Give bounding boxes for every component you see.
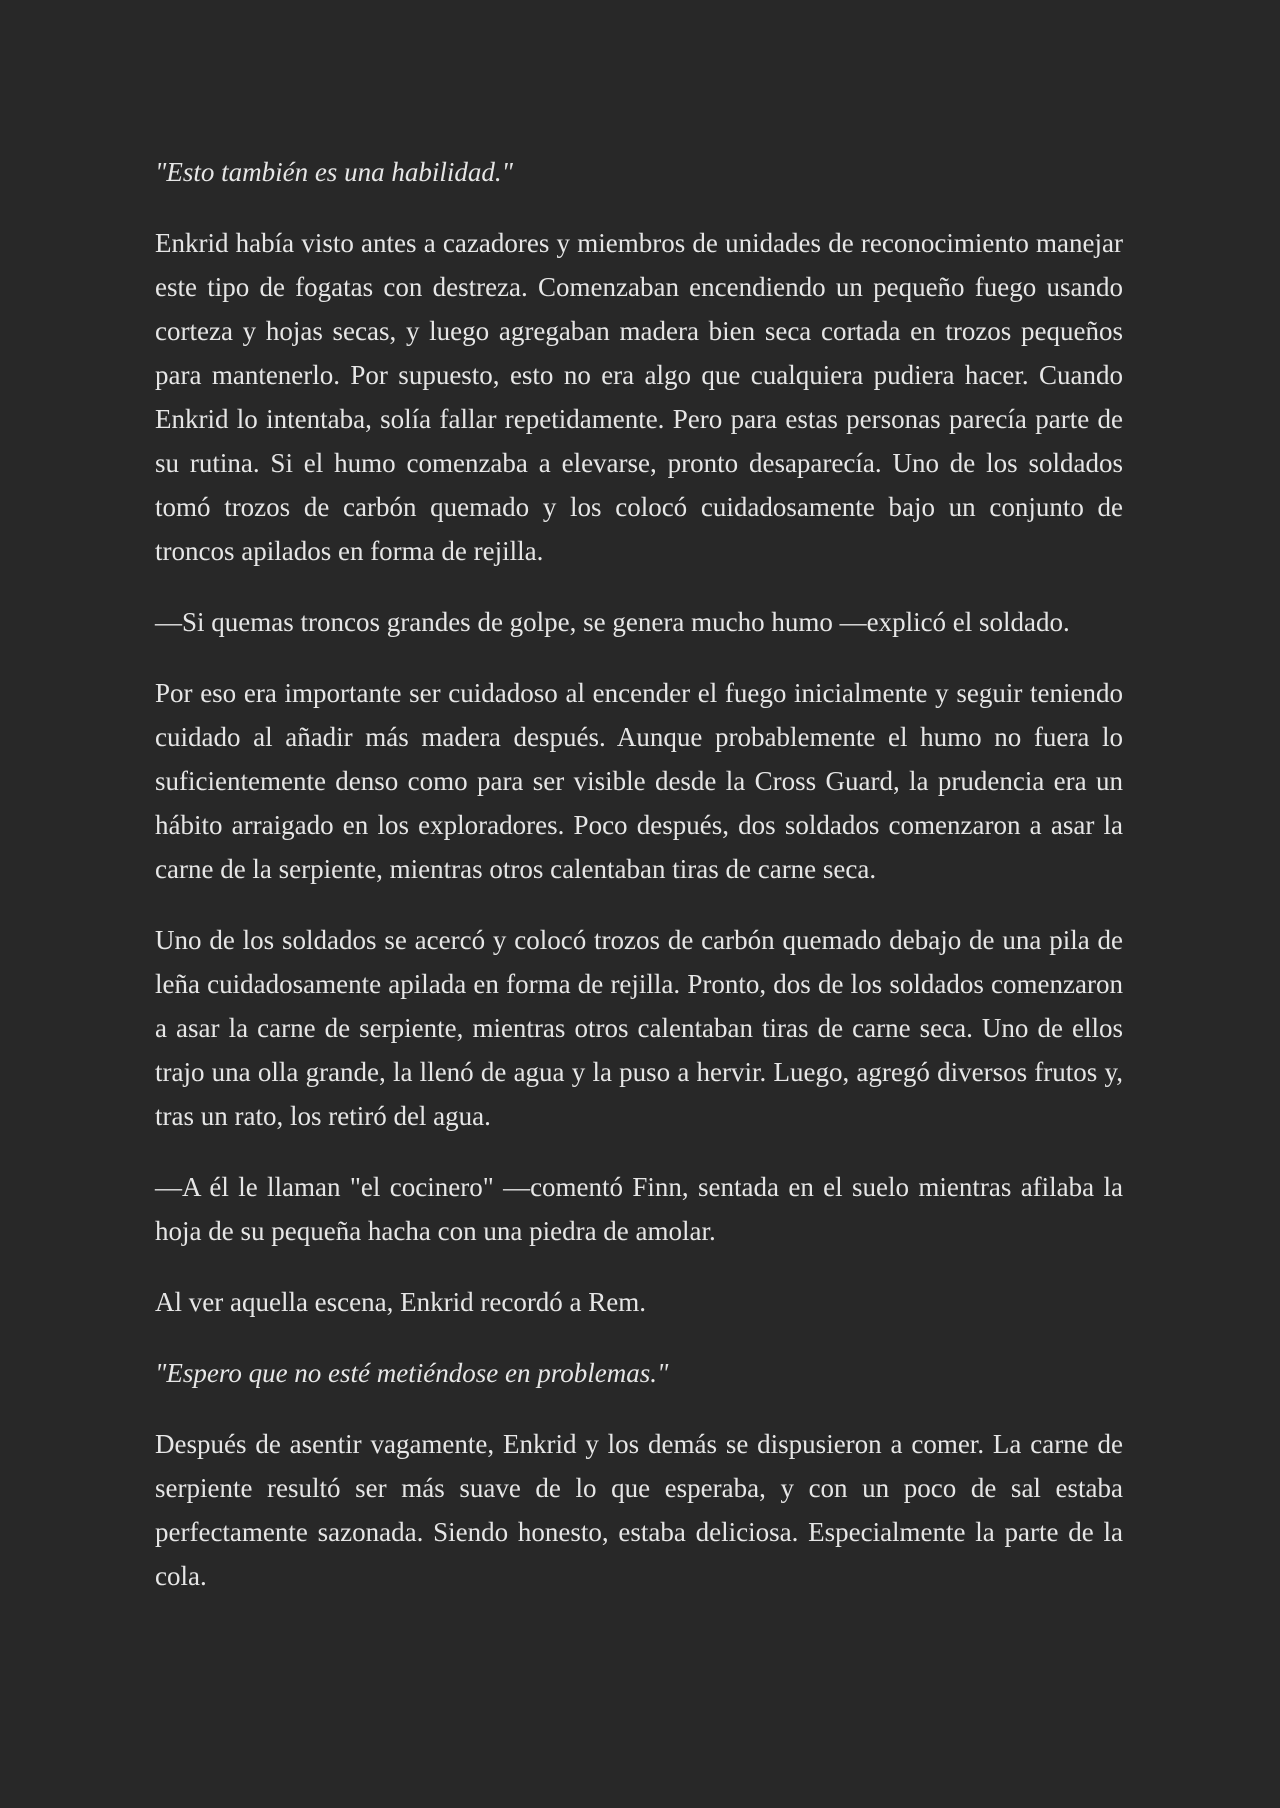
paragraph: Enkrid había visto antes a cazadores y miembros de unidades de reconocimiento manejar este tipo de fogatas con destreza. Comenzaban encendiendo un pequeño fuego usando corteza y hojas secas, y luego agregaban madera bien seca cortada en trozos pequeños para mantenerlo. Por supuesto, esto no era algo que cualquiera pudiera hacer. Cuando Enkrid lo intentaba, solía fallar repetidamente. Pero para estas personas parecía parte de su rutina. Si el humo comenzaba a elevarse, pronto desaparecía. Uno de los soldados tomó trozos de carbón quemado y los colocó cuidadosamente bajo un conjunto de troncos apilados en forma de rejilla. xyxy=(155,228,1123,566)
paragraph-dialogue: —A él le llaman "el cocinero" —comentó Finn, sentada en el suelo mientras afilaba la hoja de su pequeña hacha con una piedra de amolar. xyxy=(155,1172,1123,1246)
paragraph-thought: "Espero que no esté metiéndose en problemas." xyxy=(155,1358,669,1388)
paragraph-dialogue: —Si quemas troncos grandes de golpe, se genera mucho humo —explicó el soldado. xyxy=(155,607,1070,637)
paragraph: Por eso era importante ser cuidadoso al encender el fuego inicialmente y seguir teniendo cuidado al añadir más madera después. Aunque probablemente el humo no fuera lo suficientemente denso como para ser visible desde la Cross Guard, la prudencia era un hábito arraigado en los exploradores. Poco después, dos soldados comenzaron a asar la carne de la serpiente, mientras otros calentaban tiras de carne seca. xyxy=(155,678,1123,884)
chapter-text xyxy=(155,150,1123,1625)
paragraph: Uno de los soldados se acercó y colocó trozos de carbón quemado debajo de una pila de leña cuidadosamente apilada en forma de rejilla. Pronto, dos de los soldados comenzaron a asar la carne de serpiente, mientras otros calentaban tiras de carne seca. Uno de ellos trajo una olla grande, la llenó de agua y la puso a hervir. Luego, agregó diversos frutos y, tras un rato, los retiró del agua. xyxy=(155,925,1123,1131)
paragraph-thought: "Esto también es una habilidad." xyxy=(155,157,513,187)
paragraph: Al ver aquella escena, Enkrid recordó a Rem. xyxy=(155,1287,647,1317)
paragraph: Después de asentir vagamente, Enkrid y los demás se dispusieron a comer. La carne de serpiente resultó ser más suave de lo que esperaba, y con un poco de sal estaba perfectamente sazonada. Siendo honesto, estaba deliciosa. Especialmente la parte de la cola. xyxy=(155,1429,1123,1591)
